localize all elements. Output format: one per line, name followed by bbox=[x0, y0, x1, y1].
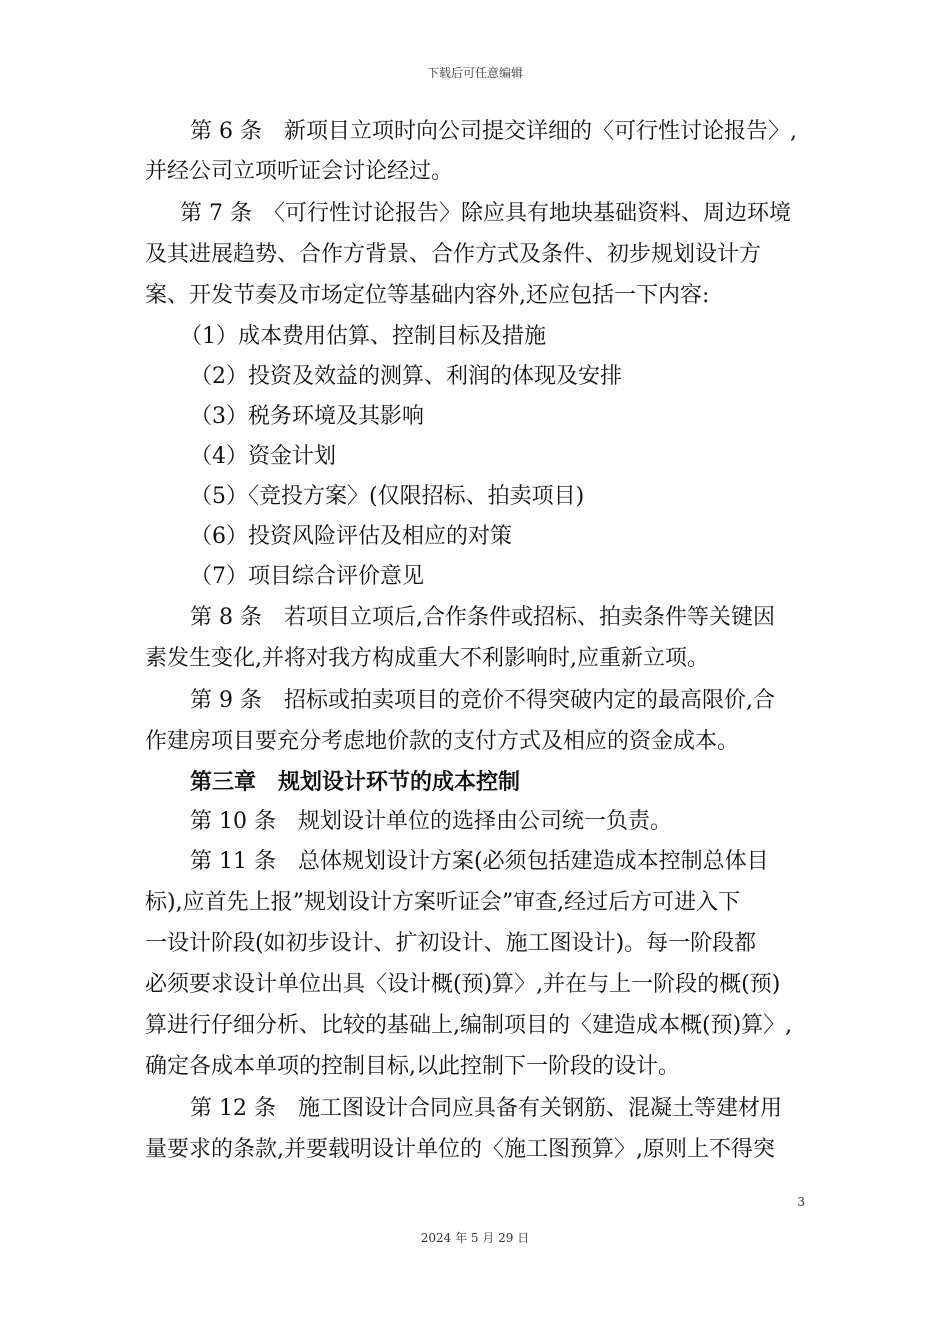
list-item-2: （2）投资及效益的测算、利润的体现及安排 bbox=[190, 364, 622, 389]
list-item-3: （3）税务环境及其影响 bbox=[190, 404, 424, 429]
article-8-line-1: 第 8 条 若项目立项后,合作条件或招标、拍卖条件等关键因 bbox=[190, 605, 775, 630]
article-9-line-2: 作建房项目要充分考虑地价款的支付方式及相应的资金成本。 bbox=[145, 729, 740, 754]
list-item-7: （7）项目综合评价意见 bbox=[190, 564, 424, 589]
article-11-line-1: 第 11 条 总体规划设计方案(必须包括建造成本控制总体目 bbox=[190, 849, 769, 874]
list-item-4: （4）资金计划 bbox=[190, 444, 336, 469]
article-7-line-1: 第 7 条 〈可行性讨论报告〉除应具有地块基础资料、周边环境 bbox=[180, 201, 791, 226]
chapter-3-heading: 第三章 规划设计环节的成本控制 bbox=[190, 769, 521, 795]
page-number: 3 bbox=[797, 1195, 805, 1209]
article-11-line-6: 确定各成本单项的控制目标,以此控制下一阶段的设计。 bbox=[145, 1054, 680, 1079]
article-6-line-2: 并经公司立项听证会讨论经过。 bbox=[145, 159, 454, 184]
article-11-line-3: 一设计阶段(如初步设计、扩初设计、施工图设计)。每一阶段都 bbox=[145, 931, 757, 956]
list-item-1: （1）成本费用估算、控制目标及措施 bbox=[180, 324, 546, 349]
article-7-line-3: 案、开发节奏及市场定位等基础内容外,还应包括一下内容: bbox=[145, 283, 710, 308]
article-11-line-2: 标),应首先上报”规划设计方案听证会”审查,经过后方可进入下 bbox=[145, 890, 741, 915]
article-11-line-4: 必须要求设计单位出具〈设计概(预)算〉,并在与上一阶段的概(预) bbox=[145, 972, 781, 997]
list-item-5: （5）〈竞投方案〉(仅限招标、拍卖项目) bbox=[190, 484, 585, 509]
list-item-6: （6）投资风险评估及相应的对策 bbox=[190, 524, 512, 549]
article-8-line-2: 素发生变化,并将对我方构成重大不利影响时,应重新立项。 bbox=[145, 646, 709, 671]
article-10-line-1: 第 10 条 规划设计单位的选择由公司统一负责。 bbox=[190, 809, 672, 834]
article-7-line-2: 及其进展趋势、合作方背景、合作方式及条件、初步规划设计方 bbox=[145, 242, 762, 267]
article-12-line-2: 量要求的条款,并要载明设计单位的〈施工图预算〉,原则上不得突 bbox=[145, 1137, 775, 1162]
article-9-line-1: 第 9 条 招标或拍卖项目的竞价不得突破内定的最高限价,合 bbox=[190, 688, 775, 713]
article-11-line-5: 算进行仔细分析、比较的基础上,编制项目的〈建造成本概(预)算〉, bbox=[145, 1013, 793, 1038]
article-12-line-1: 第 12 条 施工图设计合同应具备有关钢筋、混凝土等建材用 bbox=[190, 1096, 782, 1121]
footer-date: 2024 年 5 月 29 日 bbox=[420, 1231, 530, 1245]
article-6-line-1: 第 6 条 新项目立项时向公司提交详细的〈可行性讨论报告〉, bbox=[190, 119, 797, 144]
page-header: 下载后可任意编辑 bbox=[426, 66, 523, 80]
